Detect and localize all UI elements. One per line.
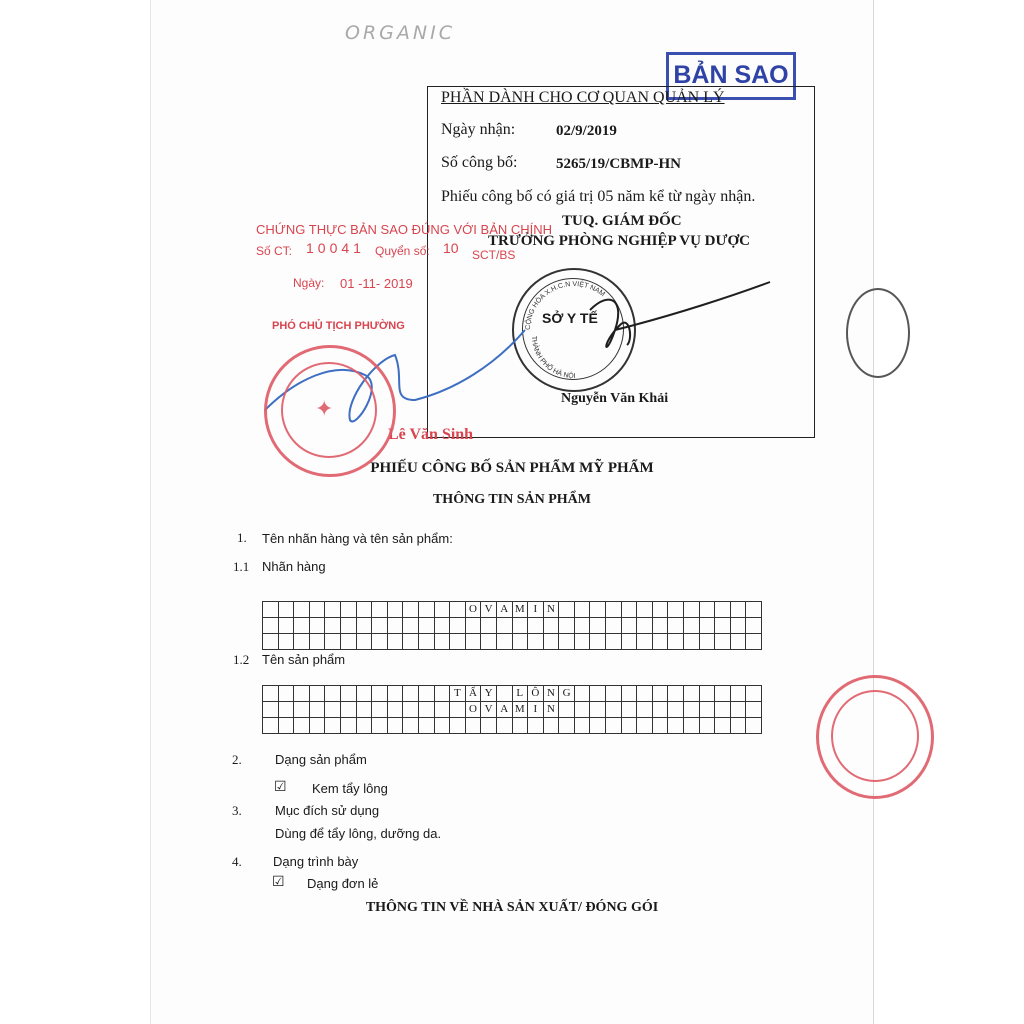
grid-cell: [263, 686, 279, 702]
grid-cell: A: [496, 602, 512, 618]
grid-cell: [574, 718, 590, 734]
seal-ring-bottom: THÀNH PHỐ HÀ NỘI: [529, 335, 576, 381]
grid-row: [263, 634, 762, 650]
grid-cell: [372, 634, 388, 650]
grid-cell: A: [496, 702, 512, 718]
grid-cell: [606, 702, 622, 718]
grid-cell: [668, 602, 684, 618]
grid-cell: [512, 618, 528, 634]
grid-cell: [715, 718, 731, 734]
grid-cell: [699, 686, 715, 702]
received-date-value: 02/9/2019: [556, 123, 617, 139]
grid-cell: [652, 686, 668, 702]
seal-ring-top: CỘNG HÒA X.H.C.N VIỆT NAM: [524, 280, 606, 331]
grid-cell: Ô: [528, 686, 544, 702]
certification-line: CHỨNG THỰC BẢN SAO ĐÚNG VỚI BẢN CHÍNH: [256, 222, 553, 237]
signer-name: Nguyễn Văn Khải: [561, 391, 669, 406]
grid-cell: [715, 618, 731, 634]
certification-number-label: Số CT:: [256, 244, 293, 258]
grid-cell: [528, 634, 544, 650]
grid-cell: [294, 618, 310, 634]
grid-cell: [403, 718, 419, 734]
grid-cell: [574, 702, 590, 718]
grid-cell: I: [528, 602, 544, 618]
grid-cell: [746, 686, 762, 702]
grid-cell: [309, 634, 325, 650]
grid-cell: [528, 618, 544, 634]
grid-cell: [668, 686, 684, 702]
grid-cell: [652, 702, 668, 718]
grid-cell: [496, 634, 512, 650]
grid-cell: [699, 618, 715, 634]
item2-checkbox[interactable]: ☑: [274, 779, 287, 795]
authority-box-title: PHẦN DÀNH CHO CƠ QUAN QUẢN LÝ: [441, 89, 725, 106]
ward-seal: [264, 345, 396, 477]
grid-cell: [356, 634, 372, 650]
sign-line-2: TRƯỞNG PHÒNG NGHIỆP VỤ DƯỢC: [488, 233, 750, 249]
grid-cell: [559, 602, 575, 618]
grid-cell: [684, 718, 700, 734]
grid-cell: [309, 702, 325, 718]
grid-cell: Ẩ: [465, 686, 481, 702]
grid-cell: [606, 602, 622, 618]
section-title: THÔNG TIN SẢN PHẨM: [432, 492, 592, 507]
item11-number: 1.1: [233, 559, 250, 574]
grid-cell: [652, 718, 668, 734]
grid-cell: [652, 634, 668, 650]
grid-cell: [325, 718, 341, 734]
grid-cell: [637, 702, 653, 718]
grid-cell: [263, 718, 279, 734]
grid-cell: [294, 702, 310, 718]
grid-cell: [684, 634, 700, 650]
grid-cell: [699, 634, 715, 650]
grid-cell: [668, 718, 684, 734]
grid-cell: [496, 686, 512, 702]
grid-cell: [309, 718, 325, 734]
grid-cell: [559, 634, 575, 650]
grid-cell: [278, 718, 294, 734]
grid-cell: O: [465, 602, 481, 618]
declaration-number-label: Số công bố:: [441, 154, 518, 171]
grid-cell: [512, 718, 528, 734]
grid-cell: [606, 686, 622, 702]
grid-row: [263, 702, 762, 718]
director-signature: [590, 282, 770, 347]
edge-seal-black: [846, 288, 910, 378]
grid-cell: [496, 618, 512, 634]
grid-cell: [450, 634, 466, 650]
grid-cell: [559, 618, 575, 634]
grid-cell: [590, 618, 606, 634]
grid-cell: [309, 602, 325, 618]
validity-text: Phiếu công bố có giá trị 05 năm kể từ ngày nhận.: [441, 188, 756, 205]
grid-cell: [387, 602, 403, 618]
grid-cell: [325, 686, 341, 702]
grid-cell: [528, 718, 544, 734]
grid-cell: [434, 618, 450, 634]
grid-cell: M: [512, 702, 528, 718]
grid-cell: [746, 634, 762, 650]
grid-cell: [637, 618, 653, 634]
grid-cell: [715, 702, 731, 718]
item2-value: Kem tẩy lông: [312, 781, 388, 796]
grid-cell: [450, 718, 466, 734]
grid-row: [263, 686, 762, 702]
grid-cell: [340, 686, 356, 702]
grid-cell: [621, 686, 637, 702]
grid-cell: [356, 618, 372, 634]
grid-cell: V: [481, 602, 497, 618]
grid-cell: [372, 718, 388, 734]
grid-cell: [278, 686, 294, 702]
grid-cell: [418, 634, 434, 650]
item4-number: 4.: [232, 854, 242, 869]
grid-cell: [668, 702, 684, 718]
grid-cell: [450, 618, 466, 634]
grid-cell: L: [512, 686, 528, 702]
grid-cell: [263, 702, 279, 718]
grid-cell: [434, 634, 450, 650]
grid-cell: [434, 686, 450, 702]
grid-cell: V: [481, 702, 497, 718]
certification-number-value: 10041: [306, 240, 365, 256]
grid-cell: [699, 718, 715, 734]
document-title: PHIẾU CÔNG BỐ SẢN PHẨM MỸ PHẨM: [370, 460, 654, 476]
grid-cell: [637, 634, 653, 650]
grid-cell: N: [543, 602, 559, 618]
grid-cell: N: [543, 702, 559, 718]
grid-cell: [606, 634, 622, 650]
grid-cell: [574, 602, 590, 618]
grid-cell: [699, 602, 715, 618]
grid-cell: [450, 702, 466, 718]
item11-label: Nhãn hàng: [262, 559, 326, 574]
grid-cell: [387, 634, 403, 650]
grid-cell: [325, 634, 341, 650]
grid-cell: [684, 618, 700, 634]
grid-cell: [356, 686, 372, 702]
grid-cell: [434, 718, 450, 734]
grid-cell: [387, 618, 403, 634]
grid-cell: [294, 634, 310, 650]
grid-cell: [450, 602, 466, 618]
grid-cell: [387, 718, 403, 734]
grid-cell: [481, 634, 497, 650]
item3-label: Mục đích sử dụng: [275, 803, 380, 818]
grid-cell: M: [512, 602, 528, 618]
grid-cell: [668, 634, 684, 650]
grid-cell: [621, 718, 637, 734]
grid-cell: [590, 702, 606, 718]
grid-cell: [325, 618, 341, 634]
item1-label: Tên nhãn hàng và tên sản phẩm:: [262, 531, 453, 546]
grid-cell: [403, 702, 419, 718]
grid-cell: [574, 634, 590, 650]
grid-cell: [621, 634, 637, 650]
grid-cell: [621, 702, 637, 718]
grid-cell: [559, 702, 575, 718]
grid-cell: [481, 618, 497, 634]
grid-cell: [340, 602, 356, 618]
grid-cell: [294, 686, 310, 702]
item12-number: 1.2: [233, 652, 250, 667]
grid-cell: [340, 702, 356, 718]
grid-cell: [356, 718, 372, 734]
grid-cell: [574, 686, 590, 702]
grid-row: [263, 602, 762, 618]
certification-date-value: 01 -11- 2019: [340, 276, 413, 291]
grid-cell: [263, 634, 279, 650]
grid-cell: [434, 702, 450, 718]
grid-cell: [590, 718, 606, 734]
grid-cell: [372, 686, 388, 702]
grid-cell: [418, 718, 434, 734]
grid-cell: [730, 618, 746, 634]
grid-cell: [340, 634, 356, 650]
grid-cell: G: [559, 686, 575, 702]
grid-cell: [278, 702, 294, 718]
grid-cell: [263, 618, 279, 634]
grid-cell: [387, 686, 403, 702]
grid-cell: N: [543, 686, 559, 702]
grid-cell: [309, 618, 325, 634]
grid-cell: [621, 602, 637, 618]
grid-cell: [278, 618, 294, 634]
product-name-grid: [262, 685, 762, 734]
grid-cell: [543, 634, 559, 650]
grid-cell: Y: [481, 686, 497, 702]
grid-cell: [590, 602, 606, 618]
certification-book-value: 10: [443, 240, 459, 256]
grid-cell: [730, 634, 746, 650]
grid-cell: T: [450, 686, 466, 702]
grid-cell: [481, 718, 497, 734]
grid-cell: [699, 702, 715, 718]
grid-cell: [606, 718, 622, 734]
item4-checkbox[interactable]: ☑: [272, 874, 285, 890]
declaration-number-value: 5265/19/CBMP-HN: [556, 156, 681, 172]
grid-cell: [372, 618, 388, 634]
grid-cell: [325, 602, 341, 618]
grid-cell: [278, 602, 294, 618]
grid-cell: [730, 602, 746, 618]
grid-cell: [356, 602, 372, 618]
grid-cell: [559, 718, 575, 734]
grid-cell: [730, 718, 746, 734]
grid-cell: [652, 602, 668, 618]
grid-cell: [403, 618, 419, 634]
official-name: Lê Văn Sinh: [388, 426, 474, 443]
grid-cell: [496, 718, 512, 734]
grid-cell: [434, 602, 450, 618]
item4-label: Dạng trình bày: [273, 854, 359, 869]
grid-cell: [746, 618, 762, 634]
grid-cell: [574, 618, 590, 634]
grid-cell: [465, 634, 481, 650]
grid-cell: O: [465, 702, 481, 718]
item12-label: Tên sản phẩm: [262, 652, 346, 667]
grid-cell: [403, 634, 419, 650]
copy-stamp: BẢN SAO: [666, 52, 796, 100]
grid-cell: [730, 686, 746, 702]
grid-cell: [512, 634, 528, 650]
grid-cell: [340, 618, 356, 634]
item4-value: Dạng đơn lẻ: [307, 876, 379, 891]
grid-cell: [418, 686, 434, 702]
item2-label: Dạng sản phẩm: [275, 752, 367, 767]
grid-cell: [590, 686, 606, 702]
grid-cell: I: [528, 702, 544, 718]
grid-cell: [606, 618, 622, 634]
grid-cell: [684, 702, 700, 718]
grid-cell: [340, 718, 356, 734]
grid-cell: [465, 618, 481, 634]
grid-cell: [746, 602, 762, 618]
certification-date-label: Ngày:: [293, 276, 325, 290]
grid-cell: [543, 618, 559, 634]
sign-line-1: TUQ. GIÁM ĐỐC: [562, 213, 682, 229]
grid-cell: [465, 718, 481, 734]
grid-cell: [715, 634, 731, 650]
grid-cell: [684, 686, 700, 702]
ward-seal-star-icon: ✦: [315, 396, 334, 421]
grid-cell: [637, 602, 653, 618]
grid-cell: [356, 702, 372, 718]
grid-cell: [621, 618, 637, 634]
item3-number: 3.: [232, 803, 242, 818]
grid-row: [263, 618, 762, 634]
grid-cell: [590, 634, 606, 650]
grid-cell: [387, 702, 403, 718]
grid-cell: [418, 702, 434, 718]
grid-cell: [746, 718, 762, 734]
grid-cell: [684, 602, 700, 618]
grid-cell: [294, 718, 310, 734]
grid-cell: [746, 702, 762, 718]
handwritten-note: ORGANIC: [345, 22, 455, 44]
received-date-label: Ngày nhận:: [441, 121, 516, 138]
item1-number: 1.: [237, 530, 247, 545]
certification-book-label: Quyển số:: [375, 244, 430, 258]
grid-cell: [325, 702, 341, 718]
edge-seal-red: [816, 675, 934, 799]
grid-cell: [637, 686, 653, 702]
certification-book-suffix: SCT/BS: [472, 248, 516, 262]
grid-cell: [543, 718, 559, 734]
grid-cell: [294, 602, 310, 618]
grid-cell: [372, 702, 388, 718]
grid-row: [263, 718, 762, 734]
grid-cell: [652, 618, 668, 634]
grid-cell: [715, 686, 731, 702]
grid-cell: [263, 602, 279, 618]
grid-cell: [309, 686, 325, 702]
manufacturer-section-title: THÔNG TIN VỀ NHÀ SẢN XUẤT/ ĐÓNG GÓI: [365, 900, 659, 915]
brand-name-grid: [262, 601, 762, 650]
grid-cell: [372, 602, 388, 618]
grid-cell: [668, 618, 684, 634]
grid-cell: [403, 602, 419, 618]
item2-number: 2.: [232, 752, 242, 767]
item3-value: Dùng để tẩy lông, dưỡng da.: [275, 826, 442, 841]
grid-cell: [715, 602, 731, 618]
grid-cell: [403, 686, 419, 702]
grid-cell: [418, 602, 434, 618]
official-title: PHÓ CHỦ TỊCH PHƯỜNG: [272, 320, 405, 332]
grid-cell: [278, 634, 294, 650]
seal-center-text: SỞ Y TẾ: [542, 310, 598, 326]
grid-cell: [418, 618, 434, 634]
grid-cell: [730, 702, 746, 718]
grid-cell: [637, 718, 653, 734]
